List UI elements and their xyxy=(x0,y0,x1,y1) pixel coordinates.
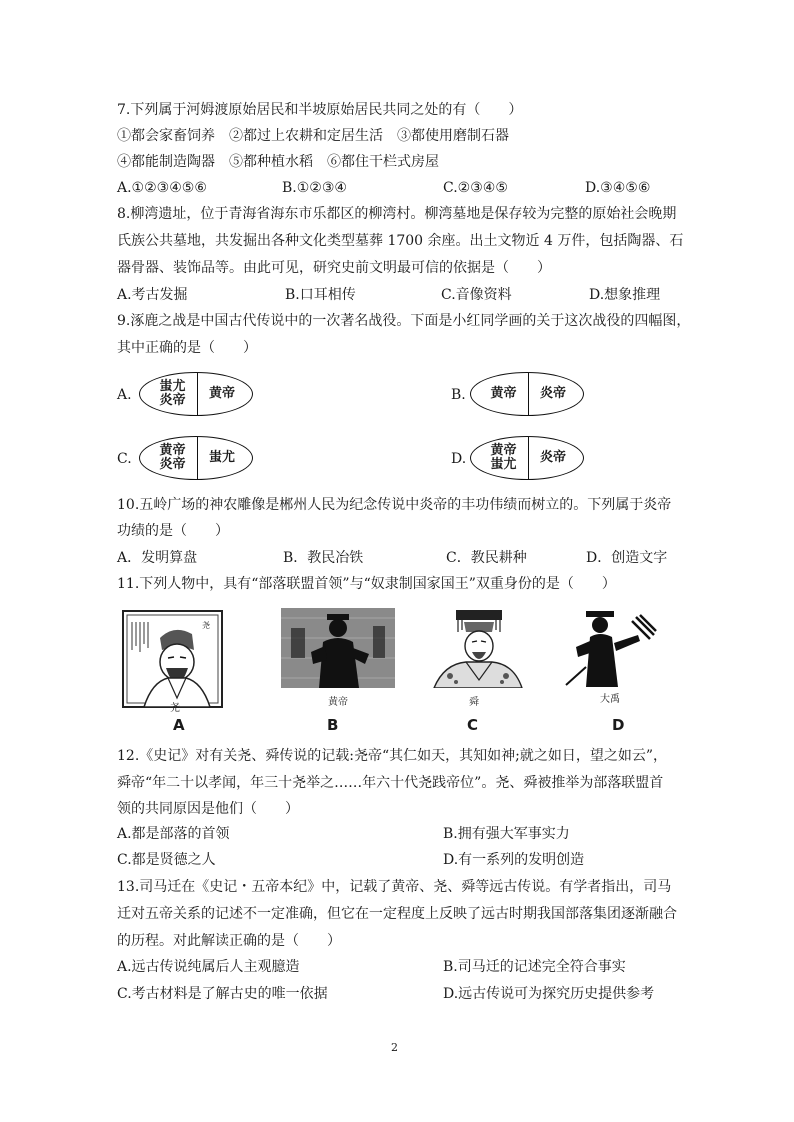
q9-a-right: 黄帝 xyxy=(208,386,235,401)
q11-letter-a: A xyxy=(173,716,185,734)
q13-line2: 迁对五帝关系的记述不一定准确，但它在一定程度上反映了远古时期我国部落集团逐渐融合 xyxy=(117,906,677,922)
page-number: 2 xyxy=(391,1041,398,1054)
q12-option-c: C.都是贤德之人 xyxy=(117,852,216,868)
q9-d-left-bottom: 蚩尤 xyxy=(490,457,517,472)
q9-c-left-bottom: 炎帝 xyxy=(159,457,186,472)
caption-huangdi: 黄帝 xyxy=(328,697,348,708)
q9-a-left-bottom: 炎帝 xyxy=(159,393,186,408)
q8-line3: 器骨器、装饰品等。由此可见，研究史前文明最可信的依据是（ ） xyxy=(117,260,551,276)
q7-option-a: A.①②③④⑤⑥ xyxy=(117,180,207,196)
q9-c-right: 蚩尤 xyxy=(208,450,235,465)
q11-stem: 11.下列人物中，具有“部落联盟首领”与“奴隶制国家国王”双重身份的是（ ） xyxy=(117,576,616,592)
q7-items-line2: ④都能制造陶器 ⑤都种植水稻 ⑥都住干栏式房屋 xyxy=(117,154,439,170)
q13-line3: 的历程。对此解读正确的是（ ） xyxy=(117,933,341,949)
q9-b-left: 黄帝 xyxy=(490,386,517,401)
caption-dayu: 大禹 xyxy=(600,694,620,705)
caption-yao: 尧 xyxy=(170,703,180,714)
q12-option-a: A.都是部落的首领 xyxy=(117,826,230,842)
q10-option-b: B．教民冶铁 xyxy=(283,550,364,566)
q9-b-right: 炎帝 xyxy=(539,386,566,401)
q13-option-c: C.考古材料是了解古史的唯一依据 xyxy=(117,986,328,1002)
q9-diagram-d xyxy=(470,436,584,480)
q7-option-d: D.③④⑤⑥ xyxy=(585,180,651,196)
q9-c-left-top: 黄帝 xyxy=(159,443,186,458)
q9-option-c-label: C. xyxy=(117,451,132,467)
portrait-yao-image xyxy=(122,610,223,708)
q13-option-d: D.远古传说可为探究历史提供参考 xyxy=(443,986,655,1002)
q10-option-c: C．教民耕种 xyxy=(446,550,527,566)
q10-option-a: A．发明算盘 xyxy=(117,550,198,566)
q9-diagram-c xyxy=(139,436,253,480)
q9-diagram-b xyxy=(470,372,584,416)
q9-option-b-label: B. xyxy=(451,387,466,403)
q12-line3: 领的共同原因是他们（ ） xyxy=(117,801,299,817)
q10-option-d: D．创造文字 xyxy=(586,550,668,566)
q9-line1: 9.涿鹿之战是中国古代传说中的一次著名战役。下面是小红同学画的关于这次战役的四幅图， xyxy=(117,313,691,329)
portrait-shun-image xyxy=(426,608,526,688)
q8-line1: 8.柳湾遗址，位于青海省海东市乐都区的柳湾村。柳湾墓地是保存较为完整的原始社会晚期 xyxy=(117,206,677,222)
caption-shun: 舜 xyxy=(469,697,479,708)
q9-option-d-label: D. xyxy=(451,451,467,467)
q7-option-c: C.②③④⑤ xyxy=(443,180,508,196)
svg-text:尧: 尧 xyxy=(202,621,210,630)
q8-option-d: D.想象推理 xyxy=(589,287,661,303)
q7-items-line1: ①都会家畜饲养 ②都过上农耕和定居生活 ③都使用磨制石器 xyxy=(117,128,509,144)
portrait-huangdi-image xyxy=(281,608,395,688)
q12-option-b: B.拥有强大军事实力 xyxy=(443,826,570,842)
q9-a-left-top: 蚩尤 xyxy=(159,379,186,394)
q8-line2: 氏族公共墓地，共发掘出各种文化类型墓葬 1700 余座。出土文物近 4 万件，包括陶器、石 xyxy=(117,233,684,249)
q10-line1: 10.五岭广场的神农雕像是郴州人民为纪念传说中炎帝的丰功伟绩而树立的。下列属于炎帝 xyxy=(117,497,672,513)
q8-option-a: A.考古发掘 xyxy=(117,287,188,303)
q9-option-a-label: A. xyxy=(117,387,132,403)
q13-option-b: B.司马迁的记述完全符合事实 xyxy=(443,959,626,975)
q8-option-b: B.口耳相传 xyxy=(285,287,356,303)
q11-letter-d: D xyxy=(612,716,625,734)
q12-option-d: D.有一系列的发明创造 xyxy=(443,852,585,868)
q12-line2: 舜帝“年二十以孝闻，年三十尧举之……年六十代尧践帝位”。尧、舜被推举为部落联盟首 xyxy=(117,775,664,791)
q13-option-a: A.远古传说纯属后人主观臆造 xyxy=(117,959,300,975)
q7-stem: 7.下列属于河姆渡原始居民和半坡原始居民共同之处的有（ ） xyxy=(117,102,523,118)
q10-line2: 功绩的是（ ） xyxy=(117,523,229,539)
q8-option-c: C.音像资料 xyxy=(441,287,512,303)
q11-letter-c: C xyxy=(467,716,479,734)
q9-line2: 其中正确的是（ ） xyxy=(117,340,257,356)
q9-d-right: 炎帝 xyxy=(539,450,566,465)
q9-d-left-top: 黄帝 xyxy=(490,443,517,458)
q9-diagram-a xyxy=(139,372,253,416)
q11-letter-b: B xyxy=(327,716,339,734)
q13-line1: 13.司马迁在《史记・五帝本纪》中，记载了黄帝、尧、舜等远古传说。有学者指出，司马 xyxy=(117,879,672,895)
portrait-dayu-image xyxy=(556,607,660,687)
q12-line1: 12.《史记》对有关尧、舜传说的记载:尧帝“其仁如天，其知如神;就之如日，望之如云”， xyxy=(117,748,668,764)
q7-option-b: B.①②③④ xyxy=(282,180,347,196)
